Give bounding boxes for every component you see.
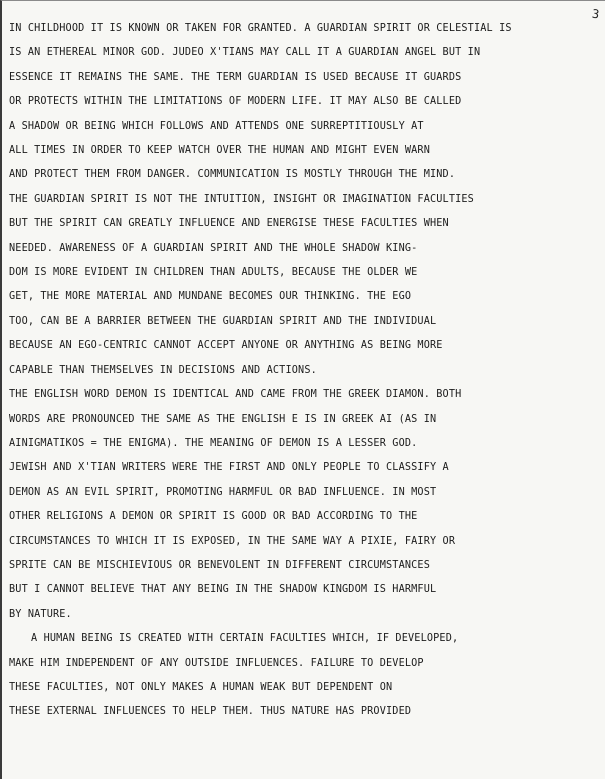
text-line: AND PROTECT THEM FROM DANGER. COMMUNICATION IS MOSTLY THROUGH THE MIND. (9, 169, 456, 181)
text-line: JEWISH AND X'TIAN WRITERS WERE THE FIRST AND ONLY PEOPLE TO CLASSIFY A (9, 462, 449, 474)
text-line: A HUMAN BEING IS CREATED WITH CERTAIN FACULTIES WHICH, IF DEVELOPED, (31, 633, 459, 645)
text-line: ESSENCE IT REMAINS THE SAME. THE TERM GUARDIAN IS USED BECAUSE IT GUARDS (9, 71, 462, 83)
text-line: NEEDED. AWARENESS OF A GUARDIAN SPIRIT AND THE WHOLE SHADOW KING- (9, 242, 418, 254)
text-line: IN CHILDHOOD IT IS KNOWN OR TAKEN FOR GRANTED. A GUARDIAN SPIRIT OR CELESTIAL IS (9, 23, 512, 34)
text-line: WORDS ARE PRONOUNCED THE SAME AS THE ENGLISH E IS IN GREEK AI (AS IN (9, 413, 437, 425)
text-line: BUT THE SPIRIT CAN GREATLY INFLUENCE AND ENERGISE THESE FACULTIES WHEN (9, 218, 449, 230)
text-line: MAKE HIM INDEPENDENT OF ANY OUTSIDE INFLUENCES. FAILURE TO DEVELOP (9, 657, 424, 669)
text-line: BUT I CANNOT BELIEVE THAT ANY BEING IN THE SHADOW KINGDOM IS HARMFUL (9, 584, 437, 596)
text-line: TOO, CAN BE A BARRIER BETWEEN THE GUARDIAN SPIRIT AND THE INDIVIDUAL (9, 315, 437, 327)
text-line: THE ENGLISH WORD DEMON IS IDENTICAL AND CAME FROM THE GREEK DIAMON. BOTH (9, 389, 462, 401)
text-line: IS AN ETHEREAL MINOR GOD. JUDEO X'TIANS MAY CALL IT A GUARDIAN ANGEL BUT IN (9, 47, 481, 59)
text-line: ALL TIMES IN ORDER TO KEEP WATCH OVER THE HUMAN AND MIGHT EVEN WARN (9, 145, 430, 157)
text-line: OTHER RELIGIONS A DEMON OR SPIRIT IS GOOD OR BAD ACCORDING TO THE (9, 511, 418, 523)
text-line: GET, THE MORE MATERIAL AND MUNDANE BECOMES OUR THINKING. THE EGO (9, 291, 412, 303)
text-line: BY NATURE. (9, 608, 72, 620)
page-number: 3 (590, 6, 600, 22)
text-line: BECAUSE AN EGO-CENTRIC CANNOT ACCEPT ANYONE OR ANYTHING AS BEING MORE (9, 340, 443, 352)
text-line: A SHADOW OR BEING WHICH FOLLOWS AND ATTENDS ONE SURREPTITIOUSLY AT (9, 120, 424, 132)
text-line: DEMON AS AN EVIL SPIRIT, PROMOTING HARMFUL OR BAD INFLUENCE. IN MOST (9, 486, 437, 498)
text-line: AINIGMATIKOS = THE ENIGMA). THE MEANING OF DEMON IS A LESSER GOD. (9, 437, 418, 449)
text-line: THE GUARDIAN SPIRIT IS NOT THE INTUITION, INSIGHT OR IMAGINATION FACULTIES (9, 193, 474, 205)
text-line: CAPABLE THAN THEMSELVES IN DECISIONS AND ACTIONS. (9, 364, 317, 376)
text-line: DOM IS MORE EVIDENT IN CHILDREN THAN ADULTS, BECAUSE THE OLDER WE (9, 267, 418, 279)
text-line: THESE FACULTIES, NOT ONLY MAKES A HUMAN WEAK BUT DEPENDENT ON (9, 681, 393, 693)
text-line: SPRITE CAN BE MISCHIEVIOUS OR BENEVOLENT IN DIFFERENT CIRCUMSTANCES (9, 559, 430, 571)
text-line: THESE EXTERNAL INFLUENCES TO HELP THEM. THUS NATURE HAS PROVIDED (9, 706, 412, 718)
text-line: CIRCUMSTANCES TO WHICH IT IS EXPOSED, IN THE SAME WAY A PIXIE, FAIRY OR (9, 535, 456, 547)
handwritten-text-lines (9, 17, 603, 725)
text-line: OR PROTECTS WITHIN THE LIMITATIONS OF MODERN LIFE. IT MAY ALSO BE CALLED (9, 96, 462, 108)
